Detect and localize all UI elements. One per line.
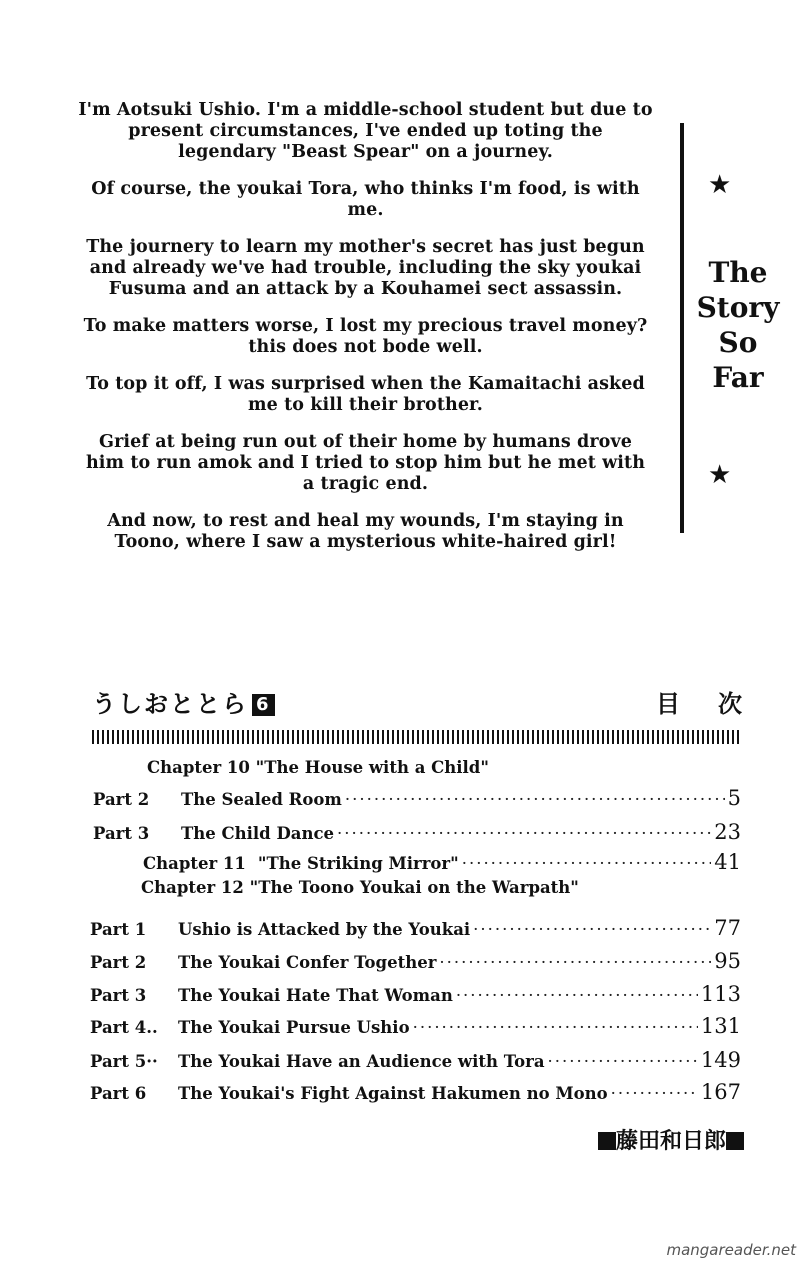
- author-credit: [598, 1124, 744, 1155]
- toc-part: Part 3: [93, 824, 150, 843]
- toc-leader: [456, 986, 698, 1005]
- toc-entry: [90, 982, 741, 1006]
- star-icon: ★: [708, 170, 732, 200]
- toc-entry: [90, 1014, 741, 1038]
- toc-part: Part 6: [90, 1084, 147, 1103]
- story-paragraph: To make matters worse, I lost my precious travel money?this does not bode well.: [83, 316, 648, 357]
- toc-entry: [90, 916, 741, 940]
- toc-part: Chapter 11: [143, 854, 246, 873]
- chapter-heading: Chapter 12 "The Toono Youkai on the Warpath": [141, 878, 579, 897]
- toc-page: 149: [700, 1048, 741, 1072]
- toc-part: Part 2: [90, 953, 147, 972]
- toc-entry: [90, 1080, 741, 1104]
- sidebar-title-line: Far: [712, 361, 764, 394]
- toc-entry: [93, 786, 741, 810]
- toc-title: The Youkai's Fight Against Hakumen no Mono: [178, 1084, 608, 1103]
- toc-part: Part 4..: [90, 1018, 158, 1037]
- toc-leader: [611, 1084, 698, 1103]
- toc-title: "The Striking Mirror": [257, 854, 459, 873]
- toc-page: 113: [700, 982, 741, 1006]
- toc-entry: [90, 949, 741, 973]
- toc-leader: [548, 1052, 698, 1071]
- toc-leader: [413, 1018, 698, 1037]
- toc-page: 95: [714, 949, 741, 973]
- toc-page: 5: [727, 786, 741, 810]
- story-paragraph: And now, to rest and heal my wounds, I'm staying in Toono, where I saw a mysterious white-haired girl!: [107, 511, 624, 552]
- sidebar-title-line: Story: [696, 291, 780, 324]
- toc-title: The Child Dance: [181, 824, 335, 843]
- toc-part: Part 3: [90, 986, 147, 1005]
- watermark: mangareader.net: [666, 1241, 796, 1259]
- volume-badge: 6: [252, 694, 275, 716]
- square-icon: [598, 1132, 616, 1150]
- story-paragraph: The journery to learn my mother's secret has just begun and already we've had trouble, including the sky youkai Fusuma and an attack by a Kouhamei sect assassin.: [86, 237, 645, 299]
- toc-page: 131: [700, 1014, 741, 1038]
- sidebar-title-line: The: [708, 256, 768, 289]
- toc-leader: [473, 920, 711, 939]
- toc-page: 41: [714, 850, 741, 874]
- series-title-text: うしおととら: [92, 690, 248, 718]
- toc-part: Part 5··: [90, 1052, 158, 1071]
- toc-title: The Youkai Pursue Ushio: [178, 1018, 410, 1037]
- toc-leader: [345, 790, 725, 809]
- author-name: 藤田和日郎: [615, 1129, 726, 1154]
- sidebar-title-line: So: [718, 326, 758, 359]
- toc-title: The Youkai Confer Together: [178, 953, 437, 972]
- toc-entry: [90, 1048, 741, 1072]
- story-paragraph: Grief at being run out of their home by humans drove him to run amok and I tried to stop him but he met with a tragic end.: [85, 432, 646, 494]
- toc-title: The Youkai Hate That Woman: [178, 986, 453, 1005]
- toc-part: Part 2: [93, 790, 150, 809]
- toc-leader: [439, 953, 711, 972]
- toc-leader: [462, 854, 712, 873]
- story-paragraph: To top it off, I was surprised when the Kamaitachi asked me to kill their brother.: [86, 374, 645, 415]
- story-paragraph: I'm Aotsuki Ushio. I'm a middle-school student but due to present circumstances, I've ended up toting the legendary "Beast Spear" on a journey.: [78, 100, 653, 162]
- star-icon: ★: [708, 460, 732, 490]
- toc-title: The Sealed Room: [181, 790, 342, 809]
- toc-entry: [143, 850, 741, 874]
- toc-page: 167: [700, 1080, 741, 1104]
- toc-title: Ushio is Attacked by the Youkai: [178, 920, 471, 939]
- square-icon: [726, 1132, 744, 1150]
- toc-page: 23: [714, 820, 741, 844]
- toc-page: 77: [714, 916, 741, 940]
- toc-part: Part 1: [90, 920, 147, 939]
- story-paragraph: Of course, the youkai Tora, who thinks I'm food, is with me.: [91, 179, 640, 220]
- contents-label: 目次: [656, 690, 780, 718]
- toc-entry: [93, 820, 741, 844]
- toc-leader: [337, 824, 711, 843]
- toc-title: The Youkai Have an Audience with Tora: [178, 1052, 545, 1071]
- chapter-heading: Chapter 10 "The House with a Child": [147, 758, 489, 777]
